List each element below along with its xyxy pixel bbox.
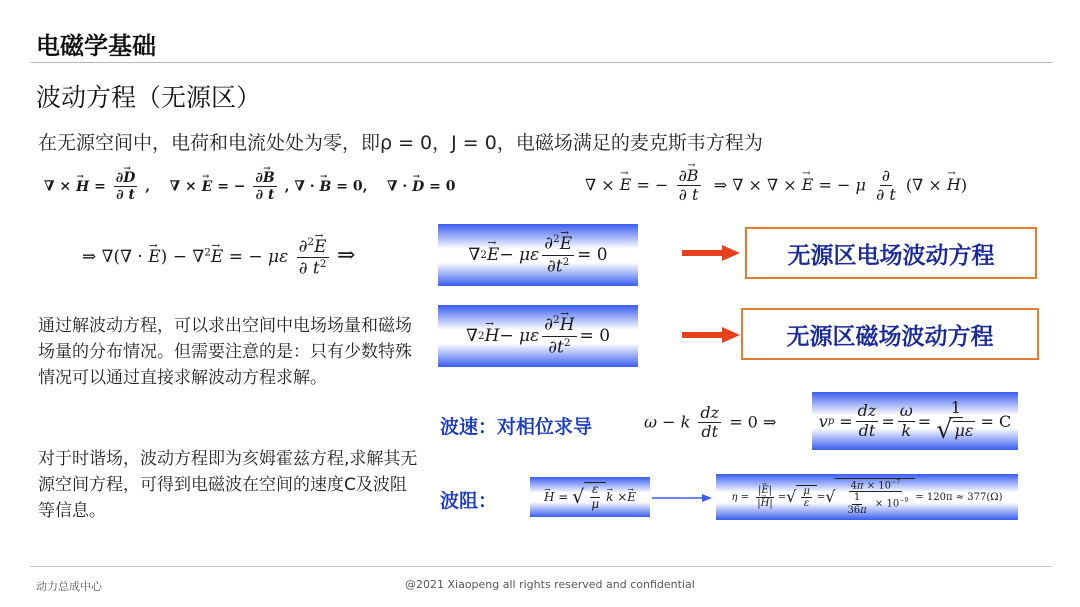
maxwell-equations: ∇ × → H = $\frac{\partial\to D}{\partial t}$ , ∇ × → E = − $\frac{\partial\to B}{\partial t}$ , ∇ · → B = 0, ∇ · → D = 0 xyxy=(44,170,456,203)
h-from-e-box: → H = √ $\frac{\varepsilon}{\mu}$ → k × → E xyxy=(530,477,650,517)
wave-impedance-label: 波阻： xyxy=(440,490,498,512)
wave-speed-box: v p = $\frac{dz}{dt}$ = $\frac{\omega}{k}$ = 1 √ με = C xyxy=(812,392,1018,450)
section-title: 波动方程（无源区） xyxy=(36,83,262,112)
arrow-thin-right-icon xyxy=(652,492,712,504)
curl-derivation: ∇ × → E = − $\frac{\partial\to B}{\partial t}$ ⇒ ∇ × ∇ × → E = − μ $\frac{\partial}{\partial t}$ (∇ × → H) xyxy=(585,167,967,205)
h-wave-equation-box: ∇ 2 → H − με $\frac{\partial^2\to H}{\partial t^2}$ = 0 xyxy=(438,305,638,367)
footer-department: 动力总成中心 xyxy=(36,580,102,593)
e-derivation: ⇒ ∇(∇ · → E) − ∇$^2$→ E = − με $\frac{\partial^2\to E}{\partial t^2}$ ⇒ xyxy=(82,236,355,279)
footer-copyright: @2021 Xiaopeng all rights reserved and confidential xyxy=(405,578,695,591)
arrow-right-icon xyxy=(682,245,740,261)
page-title: 电磁学基础 xyxy=(36,32,156,60)
paragraph-solve-wave: 通过解波动方程，可以求出空间中电场场量和磁场场量的分布情况。但需要注意的是：只有少数特殊情况可以通过直接求解波动方程求解。 xyxy=(38,316,412,388)
electric-wave-label: 无源区电场波动方程 xyxy=(745,227,1037,279)
impedance-box: η = $\frac{|\to E|}{|\to H|}$ = √ $\frac{\mu}{\varepsilon}$ = √ $4\pi \times 10^{-7}$ $\frac{1}{36\pi}$ × $10^{-9}$ = 120π ≈ 377(Ω) xyxy=(716,474,1018,520)
wave-speed-label: 波速：对相位求导 xyxy=(440,416,593,438)
title-divider xyxy=(30,62,1052,63)
magnetic-wave-label: 无源区磁场波动方程 xyxy=(741,308,1039,360)
paragraph-helmholtz: 对于时谐场，波动方程即为亥姆霍兹方程,求解其无源空间方程，可得到电磁波在空间的速度C及波阻等信息。 xyxy=(38,449,418,521)
arrow-right-icon xyxy=(682,327,740,343)
phase-derivative-equation: ω − k $\frac{dz}{dt}$ = 0 ⇒ xyxy=(644,403,777,442)
e-wave-equation-box: ∇ 2 → E − με $\frac{\partial^2\to E}{\partial t^2}$ = 0 xyxy=(438,224,638,286)
intro-text: 在无源空间中，电荷和电流处处为零，即ρ = 0，J = 0，电磁场满足的麦克斯韦方程为 xyxy=(38,132,763,154)
footer-divider xyxy=(30,566,1052,567)
